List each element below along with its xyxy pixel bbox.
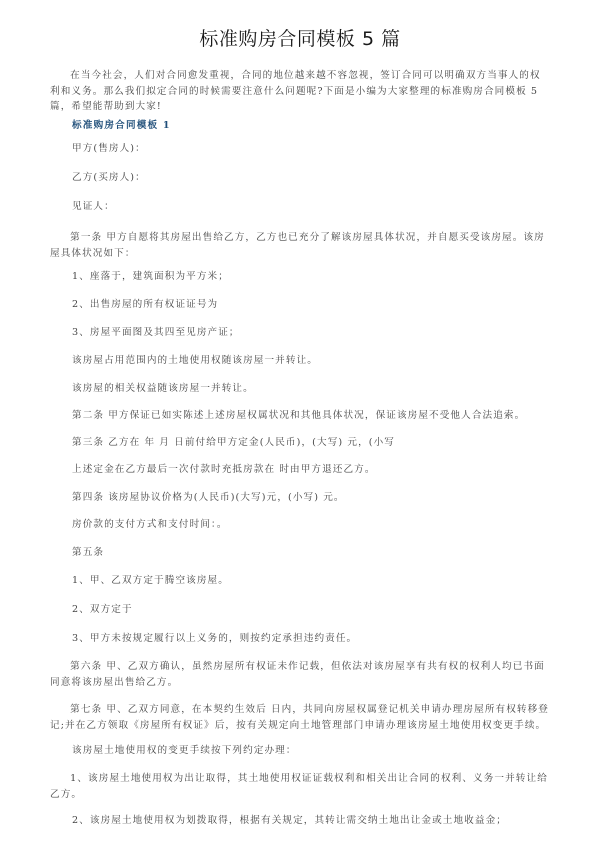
article-1: 第一条 甲方自愿将其房屋出售给乙方，乙方也已充分了解该房屋具体状况，并自愿买受该房屋。该房屋具体状况如下：: [50, 232, 545, 259]
land-change-procedure-line: 该房屋土地使用权的变更手续按下列约定办理：: [72, 745, 297, 756]
article-3-deposit: 上述定金在乙方最后一次付款时充抵房款在 时由甲方退还乙方。: [72, 464, 376, 475]
article-5-item-3: 3、甲方未按规定履行以上义务的，则按约定承担违约责任。: [72, 633, 358, 644]
article-5-item-1: 1、甲、乙双方定于腾空该房屋。: [72, 575, 229, 586]
land-use-transfer-line: 该房屋占用范围内的土地使用权随该房屋一并转让。: [72, 355, 318, 366]
article-7: 第七条 甲、乙双方同意，在本契约生效后 日内，共同向房屋权属登记机关申请办理房屋所有权转移登记;并在乙方领取《房屋所有权证》后，按有关规定向土地管理部门申请办理该房屋土地使用权变更手续。: [50, 704, 549, 731]
intro-paragraph: 在当今社会，人们对合同愈发重视，合同的地位越来越不容忽视，签订合同可以明确双方当事人的权利和义务。那么我们拟定合同的时候需要注意什么问题呢?下面是小编为大家整理的标准购房合同模板 5 篇，希望能帮助到大家!: [50, 70, 541, 112]
article-1-item-1: 1、座落于，建筑面积为平方米；: [72, 271, 229, 282]
land-item-1: 1、该房屋土地使用权为出让取得，其土地使用权证证载权利和相关出让合同的权利、义务一并转让给乙方。: [50, 773, 548, 800]
land-item-2: 2、该房屋土地使用权为划拨取得，根据有关规定，其转让需交纳土地出让金或土地收益金；: [72, 815, 507, 826]
payment-method-line: 房价款的支付方式和支付时间：。: [72, 519, 228, 530]
seller-party-line: 甲方(售房人)：: [72, 143, 146, 154]
article-3: 第三条 乙方在 年 月 日前付给甲方定金(人民币)，(大写) 元，(小写: [72, 437, 395, 448]
article-4: 第四条 该房屋协议价格为(人民币)(大写)元，(小写) 元。: [72, 492, 345, 503]
article-5-item-2: 2、双方定于: [72, 604, 133, 615]
buyer-party-line: 乙方(买房人)：: [72, 172, 146, 183]
article-5: 第五条: [72, 547, 105, 558]
document-title: 标准购房合同模板 5 篇: [199, 28, 401, 50]
article-1-item-3: 3、房屋平面图及其四至见房产证；: [72, 327, 240, 338]
article-6: 第六条 甲、乙双方确认，虽然房屋所有权证未作记载，但依法对该房屋享有共有权的权利人均已书面同意将该房屋出售给乙方。: [50, 661, 545, 688]
witness-line: 见证人：: [72, 201, 115, 212]
related-rights-line: 该房屋的相关权益随该房屋一并转让。: [72, 383, 254, 394]
article-2: 第二条 甲方保证已如实陈述上述房屋权属状况和其他具体状况，保证该房屋不受他人合法追索。: [72, 410, 526, 421]
section-heading: 标准购房合同模板 1: [72, 120, 171, 131]
article-1-item-2: 2、出售房屋的所有权证证号为: [72, 299, 219, 310]
